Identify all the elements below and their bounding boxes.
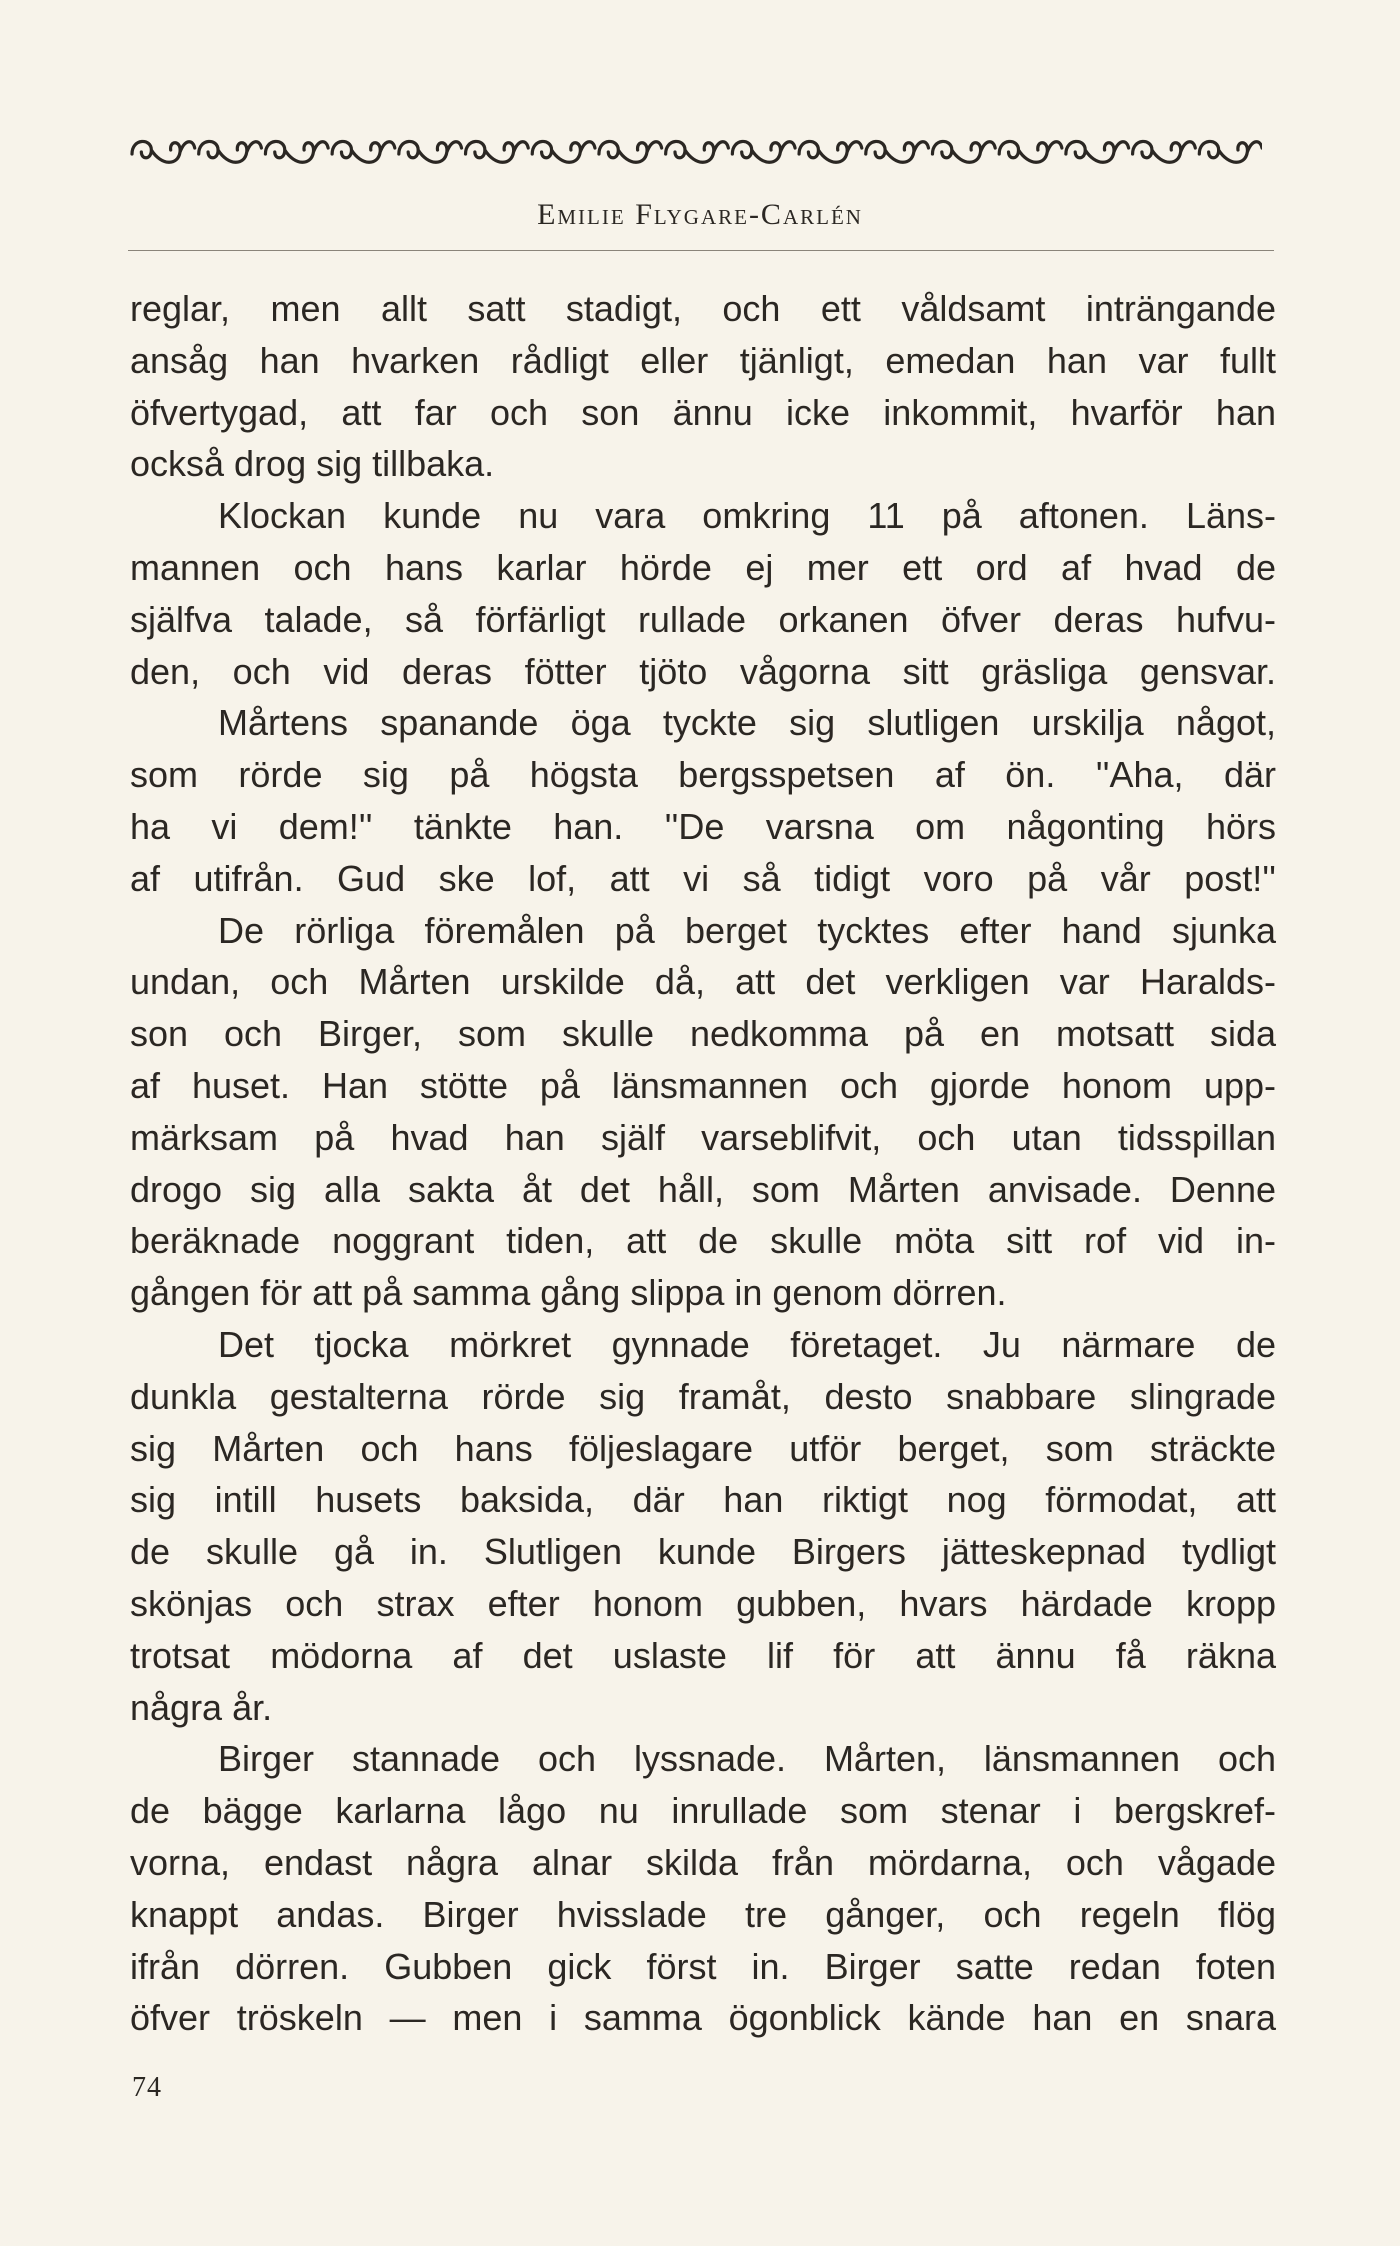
text-line: de bägge karlarna lågo nu inrullade som stenar i bergskref-	[130, 1790, 1276, 1832]
text-line: några år.	[130, 1686, 273, 1728]
text-line: reglar, men allt satt stadigt, och ett våldsamt inträngande	[130, 288, 1276, 329]
body-text	[130, 283, 1276, 2044]
ornament-curl	[132, 141, 195, 162]
ornament-curl	[599, 141, 662, 162]
text-line: undan, och Mårten urskilde då, att det verkligen var Haralds-	[130, 961, 1276, 1003]
text-line: ha vi dem!'' tänkte han. ''De varsna om någonting hörs	[130, 805, 1276, 847]
ornament-curl	[1066, 141, 1129, 162]
text-line: sig intill husets baksida, där han riktigt nog förmodat, att	[130, 1479, 1276, 1521]
text-line: gången för att på samma gång slippa in genom dörren.	[130, 1272, 1007, 1314]
text-line: De rörliga föremålen på berget tycktes efter hand sjunka	[218, 909, 1276, 951]
text-line: sig Mårten och hans följeslagare utför berget, som sträckte	[130, 1427, 1276, 1469]
text-line: vorna, endast några alnar skilda från mördarna, och vågade	[130, 1841, 1276, 1883]
text-line: skönjas och strax efter honom gubben, hvars härdade kropp	[130, 1582, 1276, 1624]
text-line: öfvertygad, att far och son ännu icke inkommit, hvarför han	[130, 391, 1276, 433]
ornament-curl	[265, 141, 328, 162]
text-line: trotsat mödorna af det uslaste lif för att ännu få räkna	[130, 1634, 1276, 1676]
ornament-curl	[399, 141, 462, 162]
text-line: af huset. Han stötte på länsmannen och gjorde honom upp-	[130, 1064, 1276, 1106]
text-line: dunkla gestalterna rörde sig framåt, desto snabbare slingrade	[130, 1375, 1276, 1417]
ornament-curl	[532, 141, 595, 162]
text-line: Birger stannade och lyssnade. Mårten, länsmannen och	[218, 1738, 1276, 1780]
ornament-curl	[1199, 141, 1262, 162]
text-line: de skulle gå in. Slutligen kunde Birgers jätteskepnad tydligt	[130, 1531, 1276, 1573]
text-line: som rörde sig på högsta bergsspetsen af ön. ''Aha, där	[130, 754, 1276, 796]
ornament-curl	[866, 141, 929, 162]
ornament-curl	[332, 141, 395, 162]
ornament-curl	[999, 141, 1062, 162]
scroll-wave-ornament-icon	[128, 130, 1262, 172]
ornament-curl	[666, 141, 729, 162]
text-line: mannen och hans karlar hörde ej mer ett ord af hvad de	[130, 546, 1276, 588]
text-line: märksam på hvad han själf varseblifvit, och utan tidsspillan	[130, 1116, 1276, 1158]
page-number: 74	[132, 2072, 162, 2103]
text-line: af utifrån. Gud ske lof, att vi så tidigt voro på vår post!''	[130, 857, 1276, 899]
text-line: också drog sig tillbaka.	[130, 443, 495, 485]
text-line: ifrån dörren. Gubben gick först in. Birger satte redan foten	[130, 1945, 1276, 1987]
ornament-curl	[466, 141, 529, 162]
text-line: den, och vid deras fötter tjöto vågorna sitt gräsliga gensvar.	[130, 650, 1276, 692]
ornament-curl	[1133, 141, 1196, 162]
ornament-curl	[799, 141, 862, 162]
text-line: Mårtens spanande öga tyckte sig slutligen urskilja något,	[218, 702, 1276, 744]
text-line: öfver tröskeln — men i samma ögonblick kände han en snara	[130, 1997, 1276, 2039]
ornament-curl	[732, 141, 795, 162]
ornament-curl	[199, 141, 262, 162]
text-line: son och Birger, som skulle nedkomma på en motsatt sida	[130, 1013, 1276, 1055]
text-line: drogo sig alla sakta åt det håll, som Mårten anvisade. Denne	[130, 1168, 1276, 1210]
text-line: ansåg han hvarken rådligt eller tjänligt, emedan han var fullt	[130, 339, 1276, 381]
running-title: Emilie Flygare-Carlén	[537, 198, 863, 231]
text-line: beräknade noggrant tiden, att de skulle möta sitt rof vid in-	[130, 1220, 1276, 1262]
header-divider	[128, 250, 1274, 251]
text-line: Klockan kunde nu vara omkring 11 på aftonen. Läns-	[218, 495, 1276, 537]
ornament-curl	[932, 141, 995, 162]
text-line: knappt andas. Birger hvisslade tre gånger, och regeln flög	[130, 1893, 1276, 1935]
text-line: själfva talade, så förfärligt rullade orkanen öfver deras hufvu-	[130, 598, 1276, 640]
text-line: Det tjocka mörkret gynnade företaget. Ju närmare de	[218, 1323, 1276, 1365]
